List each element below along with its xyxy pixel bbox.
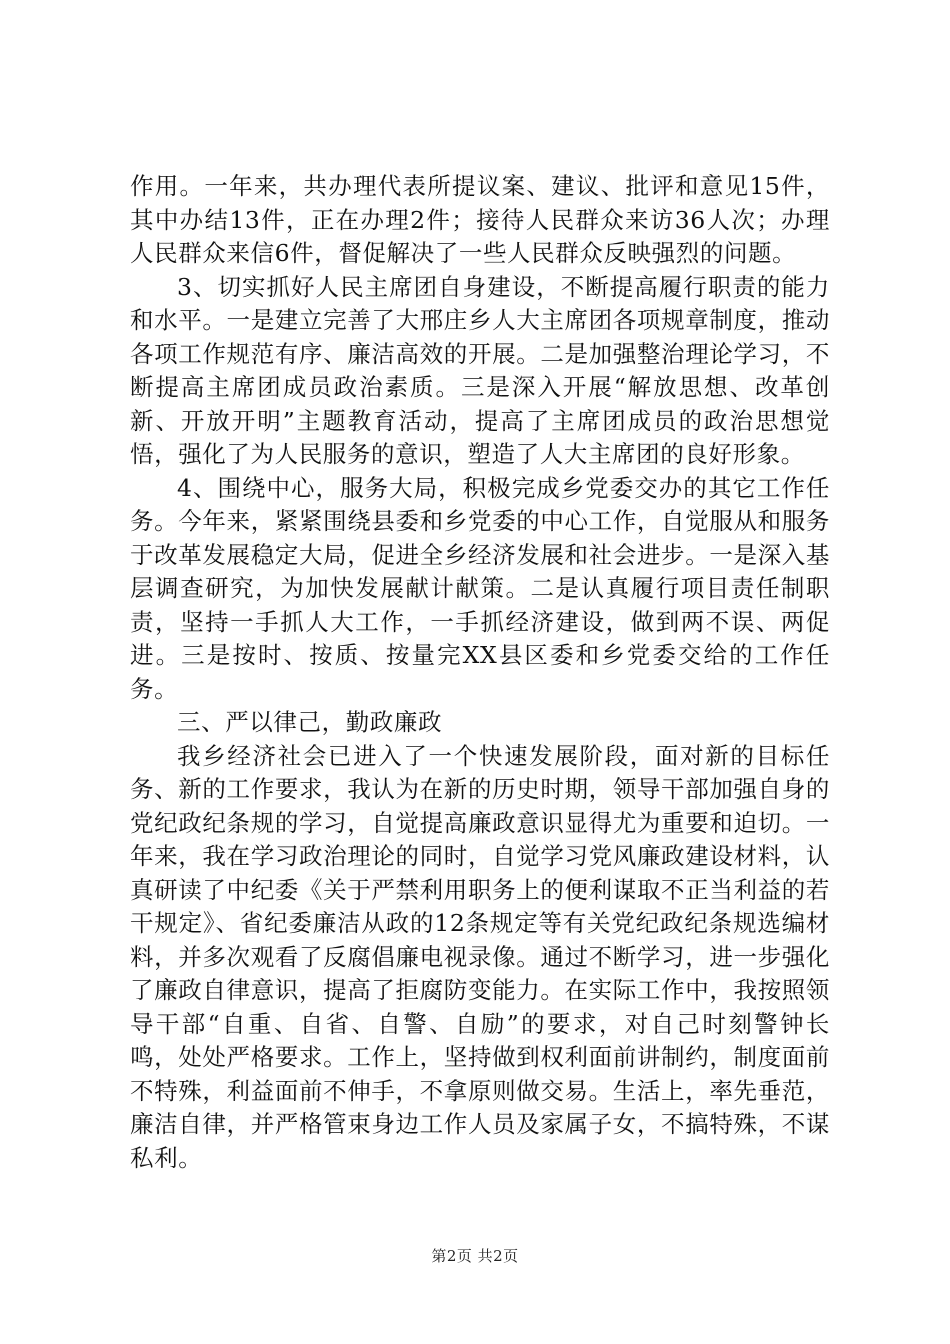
- paragraph-item-3: 3、切实抓好人民主席团自身建设，不断提高履行职责的能力和水平。一是建立完善了大邢庄乡人大主席团各项规章制度，推动各项工作规范有序、廉洁高效的开展。二是加强整治理论学习，不断提高主席团成员政治素质。三是深入开展“解放思想、改革创新、开放开明”主题教育活动，提高了主席团成员的政治思想觉悟，强化了为人民服务的意识，塑造了人大主席团的良好形象。: [130, 272, 830, 468]
- page-footer: 第2页 共2页: [431, 1247, 519, 1265]
- paragraph-item-4: 4、围绕中心，服务大局，积极完成乡党委交办的其它工作任务。今年来，紧紧围绕县委和乡党委的中心工作，自觉服从和服务于改革发展稳定大局，促进全乡经济发展和社会进步。一是深入基层调查研究，为加快发展献计献策。二是认真履行项目责任制职责，坚持一手抓人大工作，一手抓经济建设，做到两不误、两促进。三是按时、按质、按量完XX县区委和乡党委交给的工作任务。: [130, 473, 830, 703]
- paragraph-self-discipline: 我乡经济社会已进入了一个快速发展阶段，面对新的目标任务、新的工作要求，我认为在新的历史时期，领导干部加强自身的党纪政纪条规的学习，自觉提高廉政意识显得尤为重要和迫切。一年来，我在学习政治理论的同时，自觉学习党风廉政建设材料，认真研读了中纪委《关于严禁利用职务上的便利谋取不正当利益的若干规定》、省纪委廉洁从政的12条规定等有关党纪政纪条规选编材料，并多次观看了反腐倡廉电视录像。通过不断学习，进一步强化了廉政自律意识，提高了拒腐防变能力。在实际工作中，我按照领导干部“自重、自省、自警、自励”的要求，对自己时刻警钟长鸣，处处严格要求。工作上，坚持做到权利面前讲制约，制度面前不特殊，利益面前不伸手，不拿原则做交易。生活上，率先垂范，廉洁自律，并严格管束身边工作人员及家属子女，不搞特殊，不谋私利。: [130, 741, 830, 1172]
- paragraph-continued: 作用。一年来，共办理代表所提议案、建议、批评和意见15件，其中办结13件，正在办理2件；接待人民群众来访36人次；办理人民群众来信6件，督促解决了一些人民群众反映强烈的问题。: [130, 172, 830, 267]
- section-heading: 三、严以律己，勤政廉政: [177, 708, 443, 736]
- document-body: [130, 170, 830, 1175]
